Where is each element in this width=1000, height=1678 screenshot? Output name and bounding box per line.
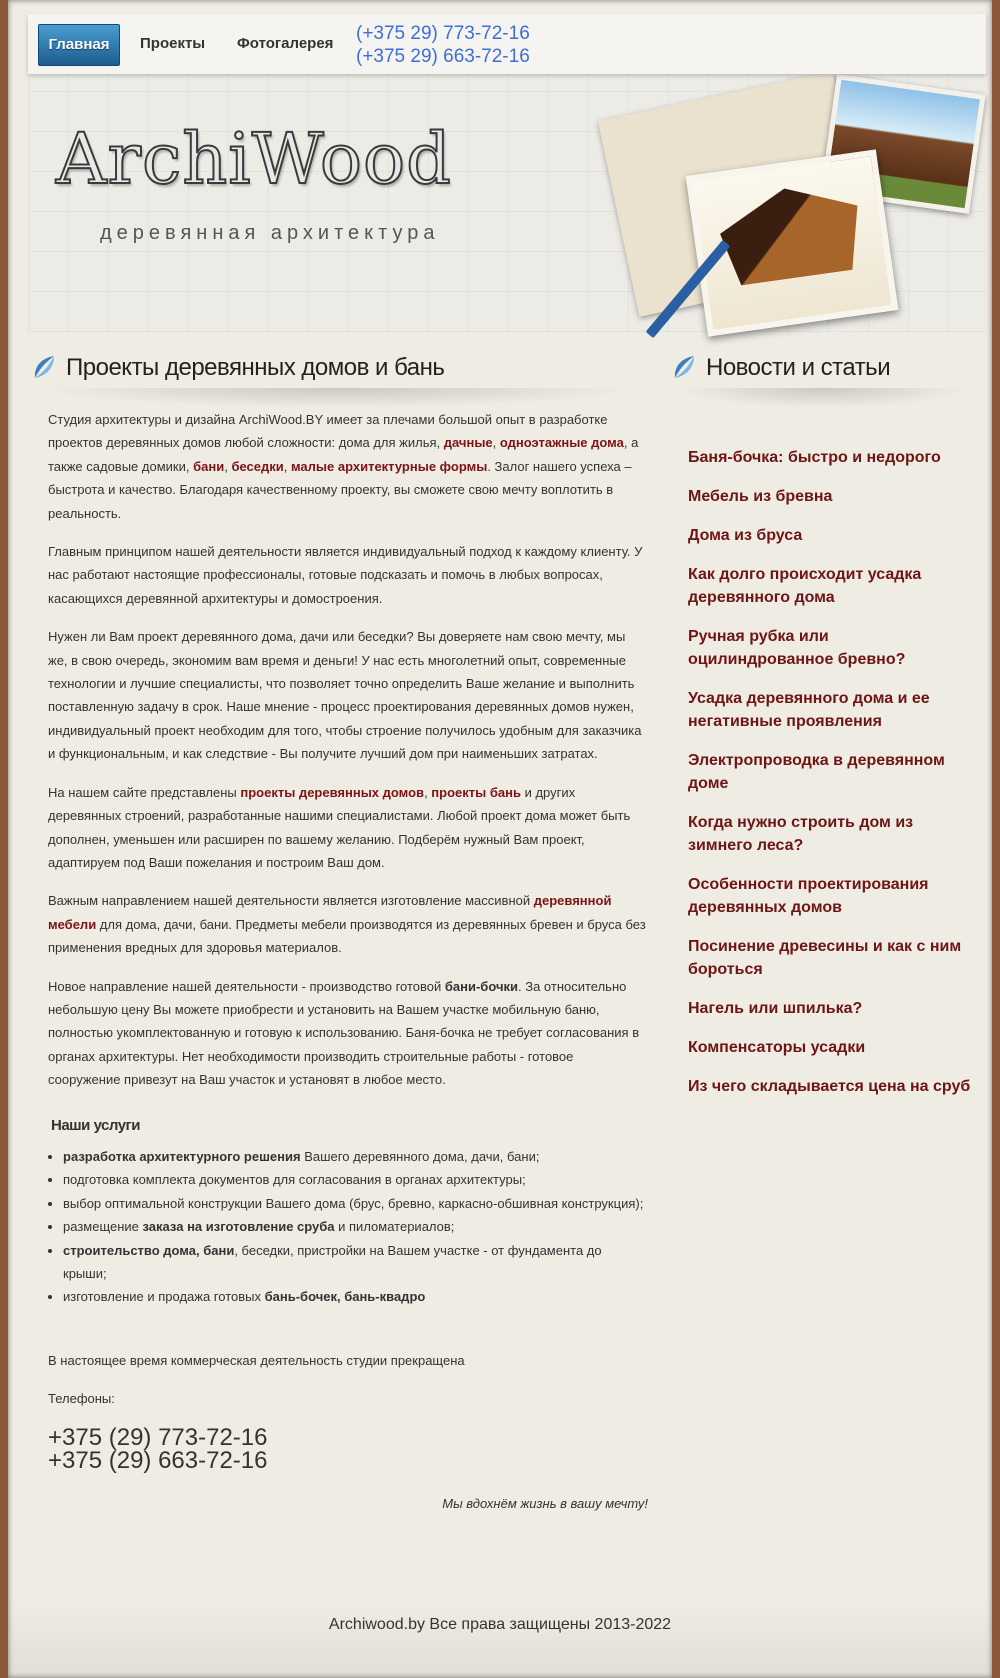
leaf-icon [672,354,696,380]
contact-phone-2: +375 (29) 663-72-16 [48,1446,268,1474]
link-odnoetazhnye[interactable]: одноэтажные дома [499,435,624,451]
heading-shadow [678,388,968,408]
link-furniture[interactable]: деревянной мебели [48,893,612,932]
news-list [688,446,978,1114]
news-link[interactable]: Компенсаторы усадки [688,1039,866,1056]
contact-phones [48,1423,648,1474]
contact-phone-1: +375 (29) 773-72-16 [48,1423,268,1451]
header-banner [28,74,986,332]
news-link[interactable]: Когда нужно строить дом из зимнего леса? [688,814,914,854]
phones-label: Телефоны: [48,1391,115,1407]
news-link[interactable]: Электропроводка в деревянном доме [688,752,945,792]
intro-paragraph: Студия архитектуры и дизайна ArchiWood.BY имеет за плечами большой опыт в разработке проектов деревянных домов любой сложности: дома для жилья, дачные, одноэтажные дома, а также садовые домики, бани, беседки, малые архитектурные формы. Залог нашего успеха – быстрота и качество. Благодаря качественному проекту, вы сможете свою мечту воплотить в реальность. [48,412,639,521]
news-link[interactable]: Особенности проектирования деревянных домов [688,876,929,916]
list-item: • выбор оптимальной конструкции Вашего дома (брус, бревно, каркасно-обшивная конструкция); [63,1192,648,1215]
link-malye-formy[interactable]: малые архитектурные формы [290,458,488,474]
news-link[interactable]: Мебель из бревна [688,488,833,505]
services-list [48,1145,648,1309]
main-content [48,408,648,1530]
barrel-bath-paragraph: Новое направление нашей деятельности - производство готовой бани-бочки. За относительно небольшую цену Вы можете приобрести и установить на Вашем участке мобильную баню, полностью укомплектованную и готовую к использованию. Баня-бочка не требует согласования в органах архитектуры. Нет необходимости производить строительные работы - готовое сооружение привезут на Ваш участок и установят в любое место. [48,978,640,1088]
nav-phones [356,22,530,68]
main-title: Проекты деревянных домов и бань [66,354,445,381]
list-item: • разработка архитектурного решения Вашего деревянного дома, дачи, бани; [63,1145,648,1168]
copyright: Archiwood.by Все права защищены 2013-2022 [328,1616,672,1633]
nav-home[interactable]: Главная [38,24,120,66]
news-link[interactable]: Ручная рубка или оцилиндрованное бревно? [688,628,906,668]
list-item: • изготовление и продажа готовых бань-бочек, бань-квадро [63,1285,648,1308]
nav-gallery[interactable]: Фотогалерея [237,35,334,52]
nav-projects[interactable]: Проекты [140,35,206,52]
nav-phone-2: (+375 29) 663-72-16 [356,46,530,67]
nav-phone-1: (+375 29) 773-72-16 [356,23,530,44]
link-bani[interactable]: бани [193,458,225,474]
news-link[interactable]: Как долго происходит усадка деревянного дома [688,566,922,606]
main-section-heading [32,350,632,390]
news-link[interactable]: Дома из бруса [688,527,803,544]
link-besedki[interactable]: беседки [231,458,284,474]
link-house-projects[interactable]: проекты деревянных домов [240,784,425,800]
principle-paragraph: Главным принципом нашей деятельности является индивидуальный подход к каждому клиенту. У нас работают настоящие профессионалы, готовые подсказать и помочь в любых вопросах, касающихся деревянной архитектуры и домостроения. [48,544,643,606]
heading-shadow [38,388,638,408]
projects-list-paragraph: На нашем сайте представлены проекты деревянных домов, проекты бань и других деревянных строений, разработанные нашими специалистами. Любой проект дома может быть дополнен, уменьшен или расширен по вашему желанию. Подберём нужный Вам проект, адаптируем под Ваши пожелания и построим Ваш дом. [48,784,631,870]
news-title: Новости и статьи [706,354,891,381]
news-link[interactable]: Нагель или шпилька? [688,1000,863,1017]
list-item: • строительство дома, бани, беседки, пристройки на Вашем участке - от фундамента до крыши; [63,1239,648,1286]
news-link[interactable]: Баня-бочка: быстро и недорого [688,449,941,466]
link-dachnye[interactable]: дачные [443,435,493,451]
tagline: деревянная архитектура [100,222,440,244]
footer [8,1600,992,1678]
leaf-icon [32,354,56,380]
logo[interactable]: ArchiWood [56,118,452,200]
services-title: Наши услуги [51,1116,141,1134]
news-link[interactable]: Усадка деревянного дома и ее негативные проявления [688,690,930,730]
link-bath-projects[interactable]: проекты бань [431,784,521,800]
news-section-heading [672,350,972,390]
page [8,0,992,1678]
furniture-paragraph: Важным направлением нашей деятельности является изготовление массивной деревянной мебели для дома, дачи, бани. Предметы мебели производятся из деревянных бревен и бруса без применения вредных для здоровья материалов. [48,893,646,956]
list-item: • подготовка комплекта документов для согласования в органах архитектуры; [63,1168,648,1191]
project-paragraph: Нужен ли Вам проект деревянного дома, дачи или беседки? Вы доверяете нам свою мечту, мы же, в свою очередь, экономим вам время и деньги! У нас есть многолетний опыт, современные технологии и лучшие специалисты, что позволяет точно определить Ваше желание и выполнить поставленную задачу в срок. Наше мнение - процесс проектирования деревянных домов нужен, индивидуальный проект необходим для того, чтобы строение получилось удобным для заказчика и функциональным, и как следствие - Вы получите лучший дом при наименьших затратах. [48,629,642,762]
closed-notice: В настоящее время коммерческая деятельность студии прекращена [48,1352,465,1368]
top-nav [28,14,986,74]
news-link[interactable]: Посинение древесины и как с ним бороться [688,938,962,978]
news-link[interactable]: Из чего складывается цена на сруб [688,1078,971,1095]
list-item: • размещение заказа на изготовление сруба и пиломатериалов; [63,1215,648,1238]
house-render-image [686,149,899,336]
slogan: Мы вдохнём жизнь в вашу мечту! [442,1495,648,1511]
